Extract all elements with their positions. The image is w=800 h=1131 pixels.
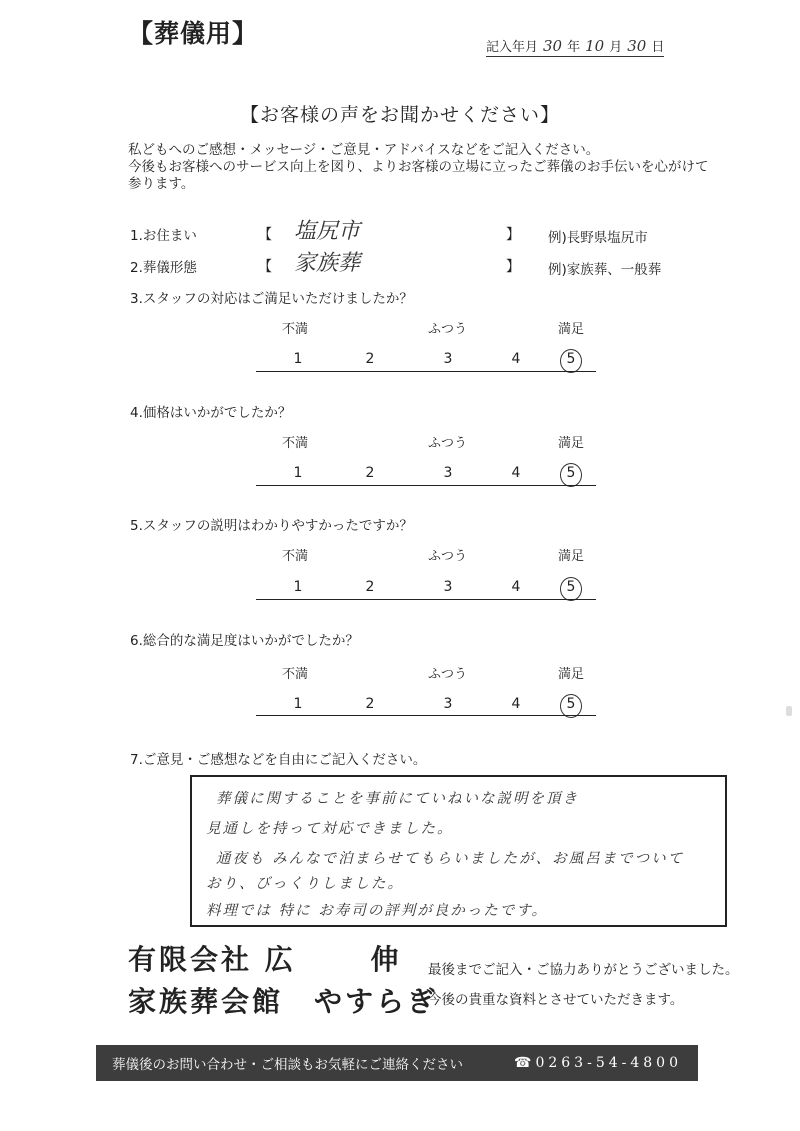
date-label: 記入年月 bbox=[486, 40, 539, 55]
date-year-unit: 年 bbox=[567, 40, 581, 55]
rating-option-1[interactable]: 1 bbox=[293, 465, 303, 481]
form-type-tag: 【葬儀用】 bbox=[128, 19, 259, 48]
hall-name: 家族葬会館 やすらぎ bbox=[128, 985, 439, 1018]
contact-text: 葬儀後のお問い合わせ・ご相談もお気軽にご連絡ください bbox=[112, 1057, 463, 1073]
scale-mid-label: ふつう bbox=[428, 667, 468, 682]
page-title: 【お客様の声をお聞かせください】 bbox=[239, 104, 560, 126]
date-year: 30 bbox=[543, 37, 563, 55]
date-day: 30 bbox=[627, 37, 647, 55]
rating-option-4[interactable]: 4 bbox=[511, 579, 521, 595]
date-month: 10 bbox=[585, 37, 605, 55]
comment-line: 通夜も みんなで泊まらせてもらいましたが、お風呂までついて bbox=[216, 851, 685, 867]
comment-line: 葬儀に関することを事前にていねいな説明を頂き bbox=[216, 791, 579, 807]
rating-option-3[interactable]: 3 bbox=[443, 579, 453, 595]
thanks-note: 今後の貴重な資料とさせていただきます。 bbox=[428, 992, 684, 1008]
selected-rating-circle bbox=[560, 577, 582, 601]
intro-text bbox=[128, 142, 728, 193]
phone-number: 0263-54-4800 bbox=[535, 1055, 682, 1071]
selected-rating-circle bbox=[560, 349, 582, 373]
comment-line: おり、びっくりしました。 bbox=[206, 876, 404, 892]
rating-option-1[interactable]: 1 bbox=[293, 351, 303, 367]
scale-mid-label: ふつう bbox=[428, 322, 468, 337]
question-explanation-label: 5.スタッフの説明はわかりやすかったですか？ bbox=[130, 518, 413, 534]
rating-option-2[interactable]: 2 bbox=[365, 696, 375, 712]
rating-option-2[interactable]: 2 bbox=[365, 579, 375, 595]
question-overall-label: 6.総合的な満足度はいかがでしたか？ bbox=[130, 633, 359, 649]
date-month-unit: 月 bbox=[609, 40, 623, 55]
field-funeral-type-open: 【 bbox=[258, 259, 272, 275]
rating-option-5[interactable]: 5 bbox=[566, 696, 576, 712]
scale-underline bbox=[256, 599, 596, 600]
field-funeral-type-example: 例)家族葬、一般葬 bbox=[548, 262, 662, 278]
intro-line: 参ります。 bbox=[128, 176, 195, 192]
company-name: 有限会社 広 伸 bbox=[128, 943, 402, 976]
comment-box[interactable] bbox=[190, 775, 727, 927]
field-residence-open: 【 bbox=[258, 227, 272, 243]
field-residence-example: 例)長野県塩尻市 bbox=[548, 230, 648, 246]
scale-high-label: 満足 bbox=[558, 436, 585, 451]
thanks-message: 最後までご記入・ご協力ありがとうございました。 bbox=[428, 962, 739, 978]
field-funeral-type-close: 】 bbox=[506, 259, 520, 275]
question-staff-service-label: 3.スタッフの対応はご満足いただけましたか？ bbox=[130, 291, 413, 307]
rating-option-1[interactable]: 1 bbox=[293, 696, 303, 712]
rating-option-5[interactable]: 5 bbox=[566, 351, 576, 367]
rating-option-3[interactable]: 3 bbox=[443, 465, 453, 481]
scale-underline bbox=[256, 371, 596, 372]
rating-option-2[interactable]: 2 bbox=[365, 465, 375, 481]
rating-option-4[interactable]: 4 bbox=[511, 465, 521, 481]
rating-option-5[interactable]: 5 bbox=[566, 579, 576, 595]
scale-high-label: 満足 bbox=[558, 549, 585, 564]
intro-line: 私どもへのご感想・メッセージ・ご意見・アドバイスなどをご記入ください。 bbox=[128, 142, 600, 158]
field-residence-close: 】 bbox=[506, 227, 520, 243]
rating-option-1[interactable]: 1 bbox=[293, 579, 303, 595]
scale-low-label: 不満 bbox=[282, 667, 309, 682]
scale-underline bbox=[256, 485, 596, 486]
scale-mid-label: ふつう bbox=[428, 436, 468, 451]
comment-line: 料理では 特に お寿司の評判が良かったです。 bbox=[206, 903, 549, 919]
date-day-unit: 日 bbox=[651, 40, 665, 55]
scale-low-label: 不満 bbox=[282, 436, 309, 451]
rating-option-2[interactable]: 2 bbox=[365, 351, 375, 367]
field-funeral-type-value[interactable]: 家族葬 bbox=[294, 251, 361, 276]
selected-rating-circle bbox=[560, 463, 582, 487]
field-funeral-type-label: 2.葬儀形態 bbox=[130, 260, 197, 276]
contact-footer bbox=[96, 1045, 698, 1081]
rating-option-3[interactable]: 3 bbox=[443, 696, 453, 712]
intro-line: 今後もお客様へのサービス向上を図り、よりお客様の立場に立ったご葬儀のお手伝いを心がけて bbox=[128, 159, 709, 175]
scan-mark bbox=[786, 706, 792, 716]
comment-line: 見通しを持って対応できました。 bbox=[206, 821, 454, 837]
field-residence-value[interactable]: 塩尻市 bbox=[294, 219, 361, 244]
scale-low-label: 不満 bbox=[282, 322, 309, 337]
scale-high-label: 満足 bbox=[558, 322, 585, 337]
question-price-label: 4.価格はいかがでしたか？ bbox=[130, 405, 292, 421]
phone-icon: ☎ bbox=[514, 1055, 536, 1071]
scale-mid-label: ふつう bbox=[428, 549, 468, 564]
rating-option-3[interactable]: 3 bbox=[443, 351, 453, 367]
field-residence-label: 1.お住まい bbox=[130, 228, 197, 244]
scale-high-label: 満足 bbox=[558, 667, 585, 682]
rating-option-5[interactable]: 5 bbox=[566, 465, 576, 481]
entry-date bbox=[486, 36, 664, 57]
phone-number-group[interactable] bbox=[514, 1055, 682, 1071]
scale-underline bbox=[256, 715, 596, 716]
rating-option-4[interactable]: 4 bbox=[511, 696, 521, 712]
question-free-comment-label: 7.ご意見・ご感想などを自由にご記入ください。 bbox=[130, 752, 427, 768]
scale-low-label: 不満 bbox=[282, 549, 309, 564]
rating-option-4[interactable]: 4 bbox=[511, 351, 521, 367]
